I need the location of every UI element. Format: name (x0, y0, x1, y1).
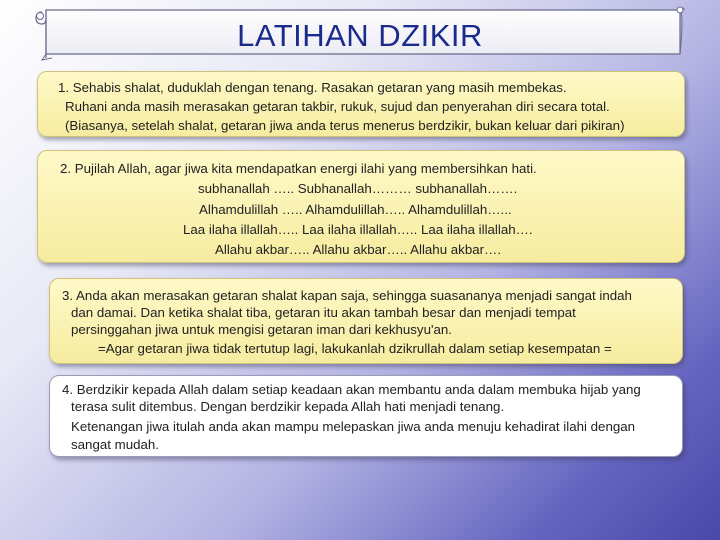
step-2-line-3: Alhamdulillah ….. Alhamdulillah….. Alhamdulillah…... (199, 202, 512, 217)
dzikir-step-2-box (37, 150, 685, 263)
step-2-line-2: subhanallah ….. Subhanallah……… subhanallah……. (198, 181, 518, 196)
dzikir-step-1-box (37, 71, 685, 137)
dzikir-step-4-box (49, 375, 683, 457)
step-2-line-1: 2. Pujilah Allah, agar jiwa kita mendapatkan energi ilahi yang membersihkan hati. (60, 161, 537, 176)
page-title: LATIHAN DZIKIR (237, 18, 483, 53)
step-4-line-2: terasa sulit ditembus. Dengan berdzikir kepada Allah hati menjadi tenang. (71, 399, 505, 414)
title-banner (32, 4, 688, 62)
step-1-line-2: Ruhani anda masih merasakan getaran takbir, rukuk, sujud dan penyerahan diri secara total. (65, 99, 610, 114)
step-2-line-5: Allahu akbar….. Allahu akbar….. Allahu akbar…. (215, 242, 502, 257)
step-4-line-4: sangat mudah. (71, 437, 159, 452)
step-4-line-1: 4. Berdzikir kepada Allah dalam setiap keadaan akan membantu anda dalam membuka hijab yang (62, 382, 641, 397)
step-4-line-3: Ketenangan jiwa itulah anda akan mampu melepaskan jiwa anda menuju kehadirat ilahi dengan (71, 419, 636, 434)
step-3-line-4: =Agar getaran jiwa tidak tertutup lagi, lakukanlah dzikrullah dalam setiap kesempatan = (98, 341, 612, 356)
step-1-line-3: (Biasanya, setelah shalat, getaran jiwa anda terus menerus berdzikir, bukan keluar dari pikiran) (65, 118, 625, 133)
step-2-line-4: Laa ilaha illallah….. Laa ilaha illallah….. Laa ilaha illallah…. (183, 222, 533, 237)
step-3-line-3: persinggahan jiwa untuk mengisi getaran iman dari kekhusyu'an. (71, 322, 452, 337)
dzikir-step-3-box (49, 278, 683, 364)
step-3-line-1: 3. Anda akan merasakan getaran shalat kapan saja, sehingga suasananya menjadi sangat indah (62, 288, 632, 303)
step-3-line-2: dan damai. Dan ketika shalat tiba, getaran itu akan tambah besar dan menjadi tempat (71, 305, 576, 320)
step-1-line-1: 1. Sehabis shalat, duduklah dengan tenang. Rasakan getaran yang masih membekas. (58, 80, 567, 95)
